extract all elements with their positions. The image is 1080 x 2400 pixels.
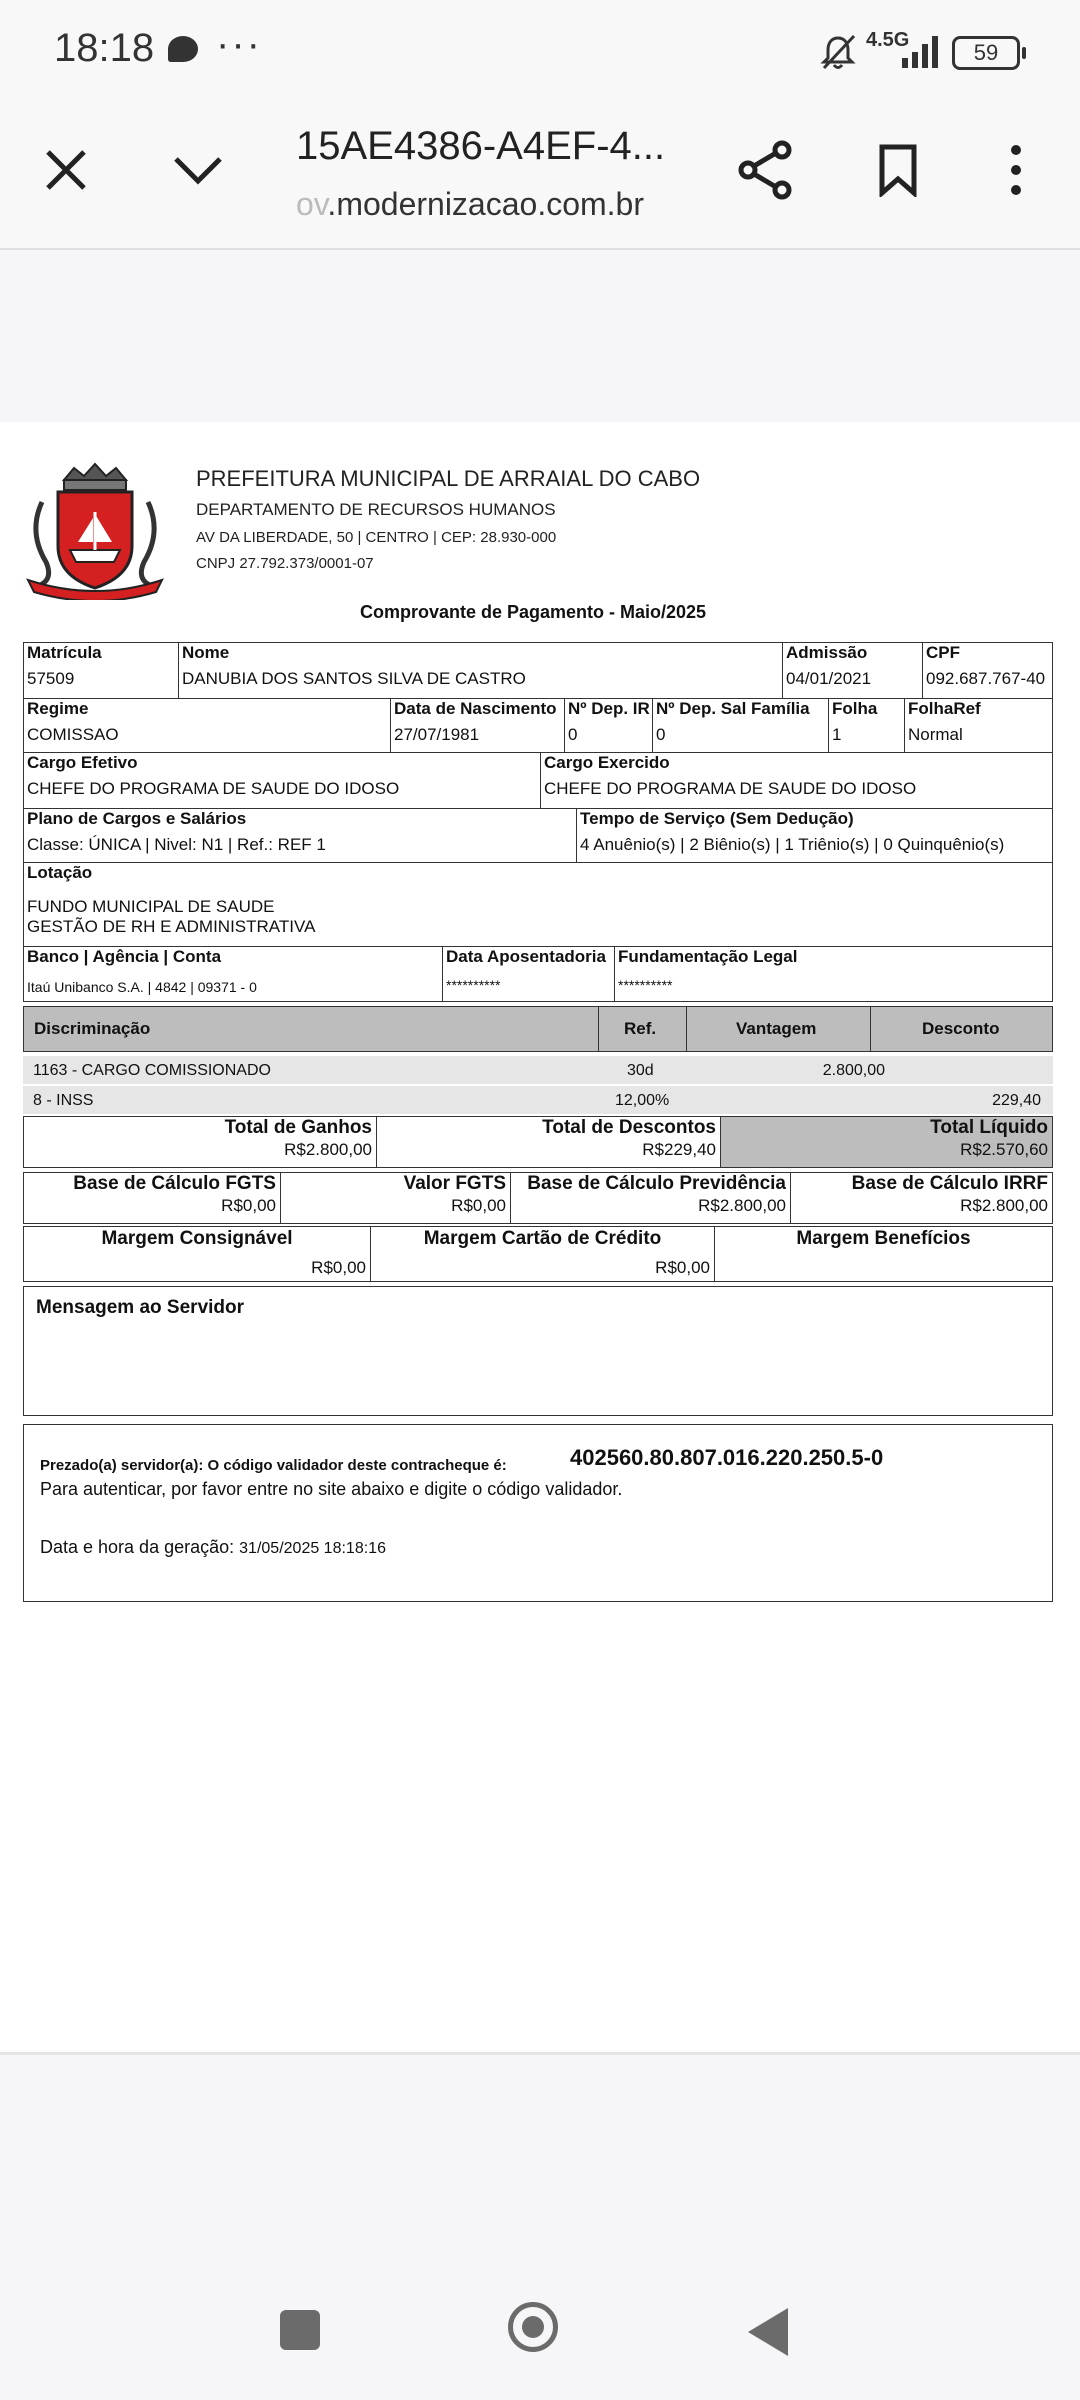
aposentadoria-label: Data Aposentadoria [446,947,606,966]
cpf-cell [922,643,1052,699]
fundamentacao-label: Fundamentação Legal [618,947,798,966]
margem-consignavel-value: R$0,00 [311,1258,366,1277]
lotacao-value-2: GESTÃO DE RH E ADMINISTRATIVA [27,917,316,936]
cargo-exercido-label: Cargo Exercido [544,753,670,772]
bases-row [23,1172,1053,1224]
admissao-cell [782,643,922,699]
folharef-label: FolhaRef [908,699,981,718]
cargo-efetivo-value: CHEFE DO PROGRAMA DE SAUDE DO IDOSO [27,779,400,798]
total-descontos-cell [376,1117,720,1167]
organization-header [196,466,700,581]
matricula-cell [24,643,178,699]
org-cnpj: CNPJ 27.792.373/0001-07 [196,555,374,572]
totals-row [23,1116,1053,1168]
battery-icon: 59 [952,36,1020,70]
page-url[interactable] [296,186,644,223]
validation-instructions: Para autenticar, por favor entre no site abaixo e digite o código validador. [40,1479,623,1499]
municipal-crest-logo [24,462,166,600]
chat-notification-icon [168,36,198,62]
cargo-exercido-cell [540,753,1052,809]
plano-cell [24,809,576,863]
header-vantagem: Vantagem [736,1019,817,1038]
valor-fgts-cell [280,1173,510,1223]
lotacao-label: Lotação [27,863,93,882]
row-desconto: 229,40 [992,1092,1041,1109]
viewer-background-top [0,250,1080,422]
row-vantagem: 2.800,00 [822,1062,885,1079]
regime-value: COMISSAO [27,725,119,744]
dep-sal-label: Nº Dep. Sal Família [656,699,810,718]
system-navigation-bar [0,2270,1080,2400]
payslip-document [0,422,1080,2052]
banco-cell [24,947,442,1001]
url-domain: .modernizacao.com.br [327,186,644,222]
margem-cartao-label: Margem Cartão de Crédito [423,1228,662,1249]
matricula-label: Matrícula [27,643,102,662]
url-prefix: ov [296,186,328,222]
banco-label: Banco | Agência | Conta [27,947,222,966]
margem-cartao-cell [370,1227,714,1281]
matricula-value: 57509 [27,669,75,688]
dep-ir-cell [564,699,652,753]
base-previdencia-cell [510,1173,790,1223]
org-department: DEPARTAMENTO DE RECURSOS HUMANOS [196,500,556,519]
folha-label: Folha [832,699,878,718]
viewer-background-bottom [0,2052,1080,2273]
dep-sal-cell [652,699,828,753]
folharef-cell [904,699,1052,753]
total-ganhos-cell [24,1117,376,1167]
cpf-value: 092.687.767-40 [926,669,1046,688]
back-button[interactable] [748,2308,788,2356]
nascimento-cell [390,699,564,753]
base-fgts-value: R$0,00 [221,1196,276,1215]
total-liquido-value: R$2.570,60 [960,1140,1048,1159]
base-previdencia-label: Base de Cálculo Previdência [527,1173,786,1194]
base-fgts-cell [24,1173,280,1223]
cpf-label: CPF [926,643,960,662]
cargo-exercido-value: CHEFE DO PROGRAMA DE SAUDE DO IDOSO [544,779,917,798]
bell-muted-icon [818,32,858,72]
folha-value: 1 [832,725,842,744]
column-divider [870,1007,872,1051]
home-button[interactable] [508,2302,558,2352]
validation-intro: Prezado(a) servidor(a): O código validador deste contracheque é: [40,1457,507,1474]
aposentadoria-cell [442,947,614,1001]
table-row [23,1086,1053,1114]
regime-label: Regime [27,699,89,718]
base-irrf-value: R$2.800,00 [960,1196,1048,1215]
plano-label: Plano de Cargos e Salários [27,809,247,828]
total-descontos-label: Total de Descontos [542,1117,716,1138]
total-ganhos-label: Total de Ganhos [224,1117,372,1138]
table-row [23,1056,1053,1084]
org-address: AV DA LIBERDADE, 50 | CENTRO | CEP: 28.930-000 [196,529,557,546]
page-title[interactable]: 15AE4386-A4EF-4... [296,124,666,168]
nascimento-value: 27/07/1981 [394,725,480,744]
nascimento-label: Data de Nascimento [394,699,557,718]
total-liquido-cell [720,1117,1052,1167]
bookmark-icon[interactable] [858,130,938,210]
folha-cell [828,699,904,753]
validation-code: 402560.80.807.016.220.250.5-0 [570,1445,884,1470]
total-liquido-label: Total Líquido [930,1117,1048,1138]
valor-fgts-value: R$0,00 [451,1196,506,1215]
base-irrf-cell [790,1173,1052,1223]
cargo-efetivo-cell [24,753,540,809]
margins-row [23,1226,1053,1282]
tempo-value: 4 Anuênio(s) | 2 Biênio(s) | 1 Triênio(s) | 0 Quinquênio(s) [580,835,1005,854]
dep-sal-value: 0 [656,725,666,744]
header-discriminacao: Discriminação [34,1019,151,1038]
generation-datetime [40,1537,386,1558]
folharef-value: Normal [908,725,963,744]
fundamentacao-cell [614,947,1052,1001]
margem-beneficios-cell [714,1227,1052,1281]
share-icon[interactable] [726,130,806,210]
nome-cell [178,643,782,699]
validation-box [23,1424,1053,1602]
total-descontos-value: R$229,40 [642,1140,716,1159]
status-bar [0,0,1080,100]
regime-cell [24,699,390,753]
signal-icon [900,36,940,68]
chevron-down-icon[interactable] [158,130,238,210]
base-irrf-label: Base de Cálculo IRRF [851,1173,1048,1194]
margem-consignavel-label: Margem Consignável [101,1228,293,1249]
more-notifications-icon: ··· [216,22,262,66]
close-icon[interactable] [26,130,106,210]
cargo-efetivo-label: Cargo Efetivo [27,753,138,772]
row-desc: 1163 - CARGO COMISSIONADO [33,1062,271,1079]
plano-value: Classe: ÚNICA | Nivel: N1 | Ref.: REF 1 [27,835,326,854]
column-divider [598,1007,600,1051]
aposentadoria-value: ********** [446,977,501,993]
status-time: 18:18 [54,26,155,70]
employee-info-table [23,642,1053,1002]
total-ganhos-value: R$2.800,00 [284,1140,372,1159]
recents-button[interactable] [280,2310,320,2350]
dep-ir-value: 0 [568,725,578,744]
message-box [23,1286,1053,1416]
row-ref: 12,00% [615,1092,670,1109]
admissao-value: 04/01/2021 [786,669,872,688]
row-ref: 30d [627,1062,654,1079]
valor-fgts-label: Valor FGTS [403,1173,506,1194]
network-type: 4.5G [866,29,910,51]
nome-value: DANUBIA DOS SANTOS SILVA DE CASTRO [182,669,526,688]
message-label: Mensagem ao Servidor [36,1297,245,1318]
header-desconto: Desconto [922,1019,1000,1038]
column-divider [686,1007,688,1051]
earnings-table-header [23,1006,1053,1052]
banco-value: Itaú Unibanco S.A. | 4842 | 09371 - 0 [27,979,257,995]
generation-label: Data e hora da geração: [40,1537,235,1557]
more-vert-icon[interactable] [976,130,1056,210]
org-name: PREFEITURA MUNICIPAL DE ARRAIAL DO CABO [196,466,701,491]
tempo-cell [576,809,1052,863]
browser-toolbar [0,100,1080,250]
fundamentacao-value: ********** [618,977,673,993]
row-desc: 8 - INSS [33,1092,94,1109]
lotacao-value-1: FUNDO MUNICIPAL DE SAUDE [27,897,275,916]
tempo-label: Tempo de Serviço (Sem Dedução) [580,809,854,828]
base-fgts-label: Base de Cálculo FGTS [73,1173,276,1194]
nome-label: Nome [182,643,230,662]
admissao-label: Admissão [786,643,868,662]
margem-beneficios-label: Margem Benefícios [796,1228,971,1249]
generation-value: 31/05/2025 18:18:16 [239,1540,386,1557]
document-title: Comprovante de Pagamento - Maio/2025 [359,602,707,622]
margem-cartao-value: R$0,00 [655,1258,710,1277]
lotacao-cell [24,863,1052,947]
dep-ir-label: Nº Dep. IR [568,699,650,718]
margem-consignavel-cell [24,1227,370,1281]
header-ref: Ref. [624,1019,657,1038]
base-previdencia-value: R$2.800,00 [698,1196,786,1215]
